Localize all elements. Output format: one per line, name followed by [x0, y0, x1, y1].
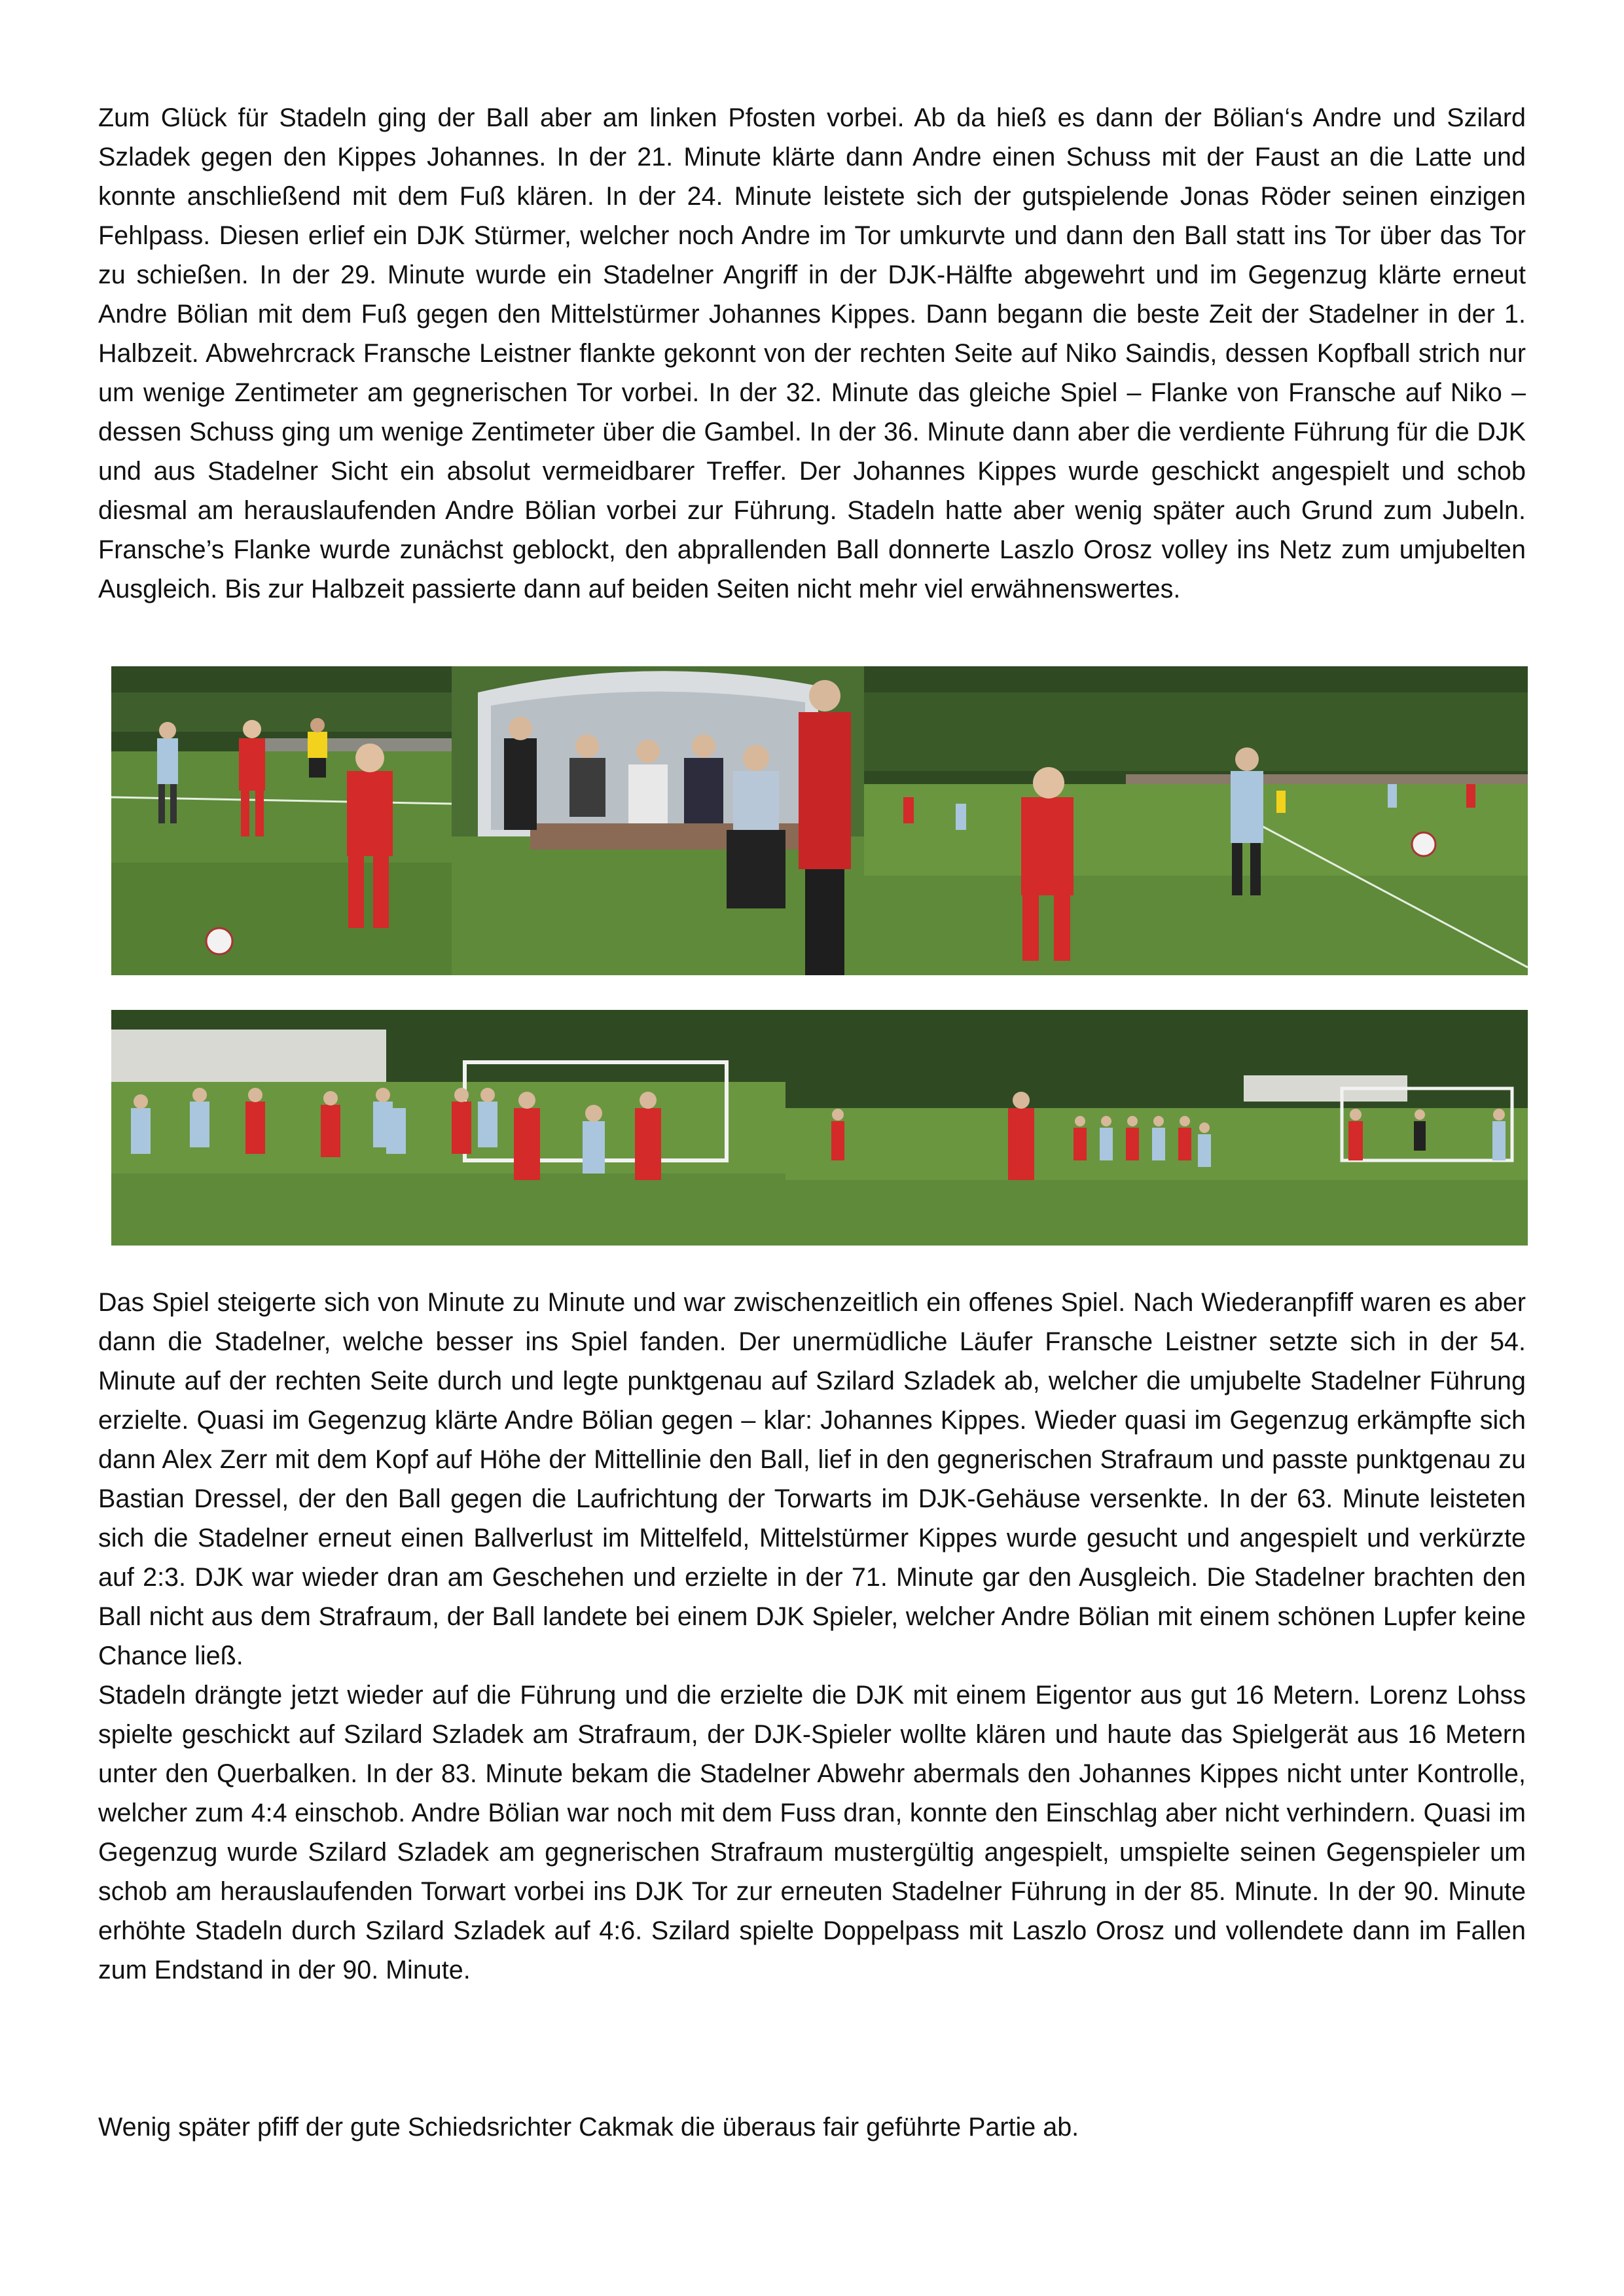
article-paragraph-2: Das Spiel steigerte sich von Minute zu Minute und war zwischenzeitlich ein offenes Spiel. Nach Wiederanpfiff waren es aber dann die Stadelner, welche besser ins Spiel fanden. Der unermüdliche Läufer Fransche Leistner setzte sich in der 54. Minute auf der rechten Seite durch und legte punktgenau auf Szilard Szladek ab, welcher die umjubelte Stadelner Führung erzielte. Quasi im Gegenzug klärte Andre Bölian gegen – klar: Johannes Kippes. Wieder quasi im Gegenzug erkämpfte sich dann Alex Zerr mit dem Kopf auf Höhe der Mittellinie den Ball, lief in den gegnerischen Strafraum und passte punktgenau zu Bastian Dressel, der den Ball gegen die Laufrichtung der Torwarts im DJK-Gehäuse versenkte. In der 63. Minute leisteten sich die Stadelner erneut einen Ballverlust im Mittelfeld, Mittelstürmer Kippes wurde gesucht und angespielt und verkürzte auf 2:3. DJK war wieder dran am Geschehen und erzielte in der 71. Minute gar den Ausgleich. Die Stadelner brachten den Ball nicht aus dem Strafraum, der Ball landete bei einem DJK Spieler, welcher Andre Bölian mit einem schönen Lupfer keine Chance ließ.: [98, 1288, 1526, 1670]
match-photo-goal-area-left: [111, 1010, 785, 1246]
article-paragraph-1: Zum Glück für Stadeln ging der Ball aber am linken Pfosten vorbei. Ab da hieß es dann der Bölian‘s Andre und Szilard Szladek gegen den Kippes Johannes. In der 21. Minute klärte dann Andre einen Schuss mit der Faust an die Latte und konnte anschließend mit dem Fuß klären. In der 24. Minute leistete sich der gutspielende Jonas Röder seinen einzigen Fehlpass. Diesen erlief ein DJK Stürmer, welcher noch Andre im Tor umkurvte und dann den Ball statt ins Tor über das Tor zu schießen. In der 29. Minute wurde ein Stadelner Angriff in der DJK-Hälfte abgewehrt und im Gegenzug klärte erneut Andre Bölian mit dem Fuß gegen den Mittelstürmer Johannes Kippes. Dann begann die beste Zeit der Stadelner in der 1. Halbzeit. Abwehrcrack Fransche Leistner flankte gekonnt von der rechten Seite auf Niko Saindis, dessen Kopfball strich nur um wenige Zentimeter am gegnerischen Tor vorbei. In der 32. Minute das gleiche Spiel – Flanke von Fransche auf Niko – dessen Schuss ging um wenige Zentimeter über die Gambel. In der 36. Minute dann aber die verdiente Führung für die DJK und aus Stadelner Sicht ein absolut vermeidbarer Treffer. Der Johannes Kippes wurde geschickt angespielt und schob diesmal am herauslaufenden Andre Bölian vorbei zur Führung. Stadeln hatte aber wenig später auch Grund zum Jubeln. Fransche’s Flanke wurde zunächst geblockt, den abprallenden Ball donnerte Laszlo Orosz volley ins Netz zum umjubelten Ausgleich. Bis zur Halbzeit passierte dann auf beiden Seiten nicht mehr viel erwähnenswertes.: [98, 103, 1526, 603]
match-photo-players-dribbling: [111, 666, 452, 975]
article-paragraph-3: Stadeln drängte jetzt wieder auf die Führung und die erzielte die DJK mit einem Eigentor aus gut 16 Metern. Lorenz Lohss spielte geschickt auf Szilard Szladek am Strafraum, der DJK-Spieler wollte klären und haute das Spielgerät aus 16 Metern unter den Querbalken. In der 83. Minute bekam die Stadelner Abwehr abermals den Johannes Kippes nicht unter Kontrolle, welcher zum 4:4 einschob. Andre Bölian war noch mit dem Fuss dran, konnte den Einschlag aber nicht verhindern. Quasi im Gegenzug wurde Szilard Szladek am gegnerischen Strafraum mustergültig angespielt, umspielte seinen Gegenspieler um schob am herauslaufenden Torwart vorbei ins DJK Tor zur erneuten Stadelner Führung in der 85. Minute. In der 90. Minute erhöhte Stadeln durch Szilard Szladek auf 4:6. Szilard spielte Doppelpass mit Laszlo Orosz und vollendete dann im Fallen zum Endstand in der 90. Minute.: [98, 1681, 1526, 1984]
match-photo-goal-area-right: [785, 1010, 1528, 1246]
match-photo-spectators-bench: [452, 666, 864, 975]
match-photo-midfield-action: [864, 666, 1528, 975]
article-paragraph-4: Wenig später pfiff der gute Schiedsrichter Cakmak die überaus fair geführte Partie ab.: [98, 2113, 1079, 2142]
